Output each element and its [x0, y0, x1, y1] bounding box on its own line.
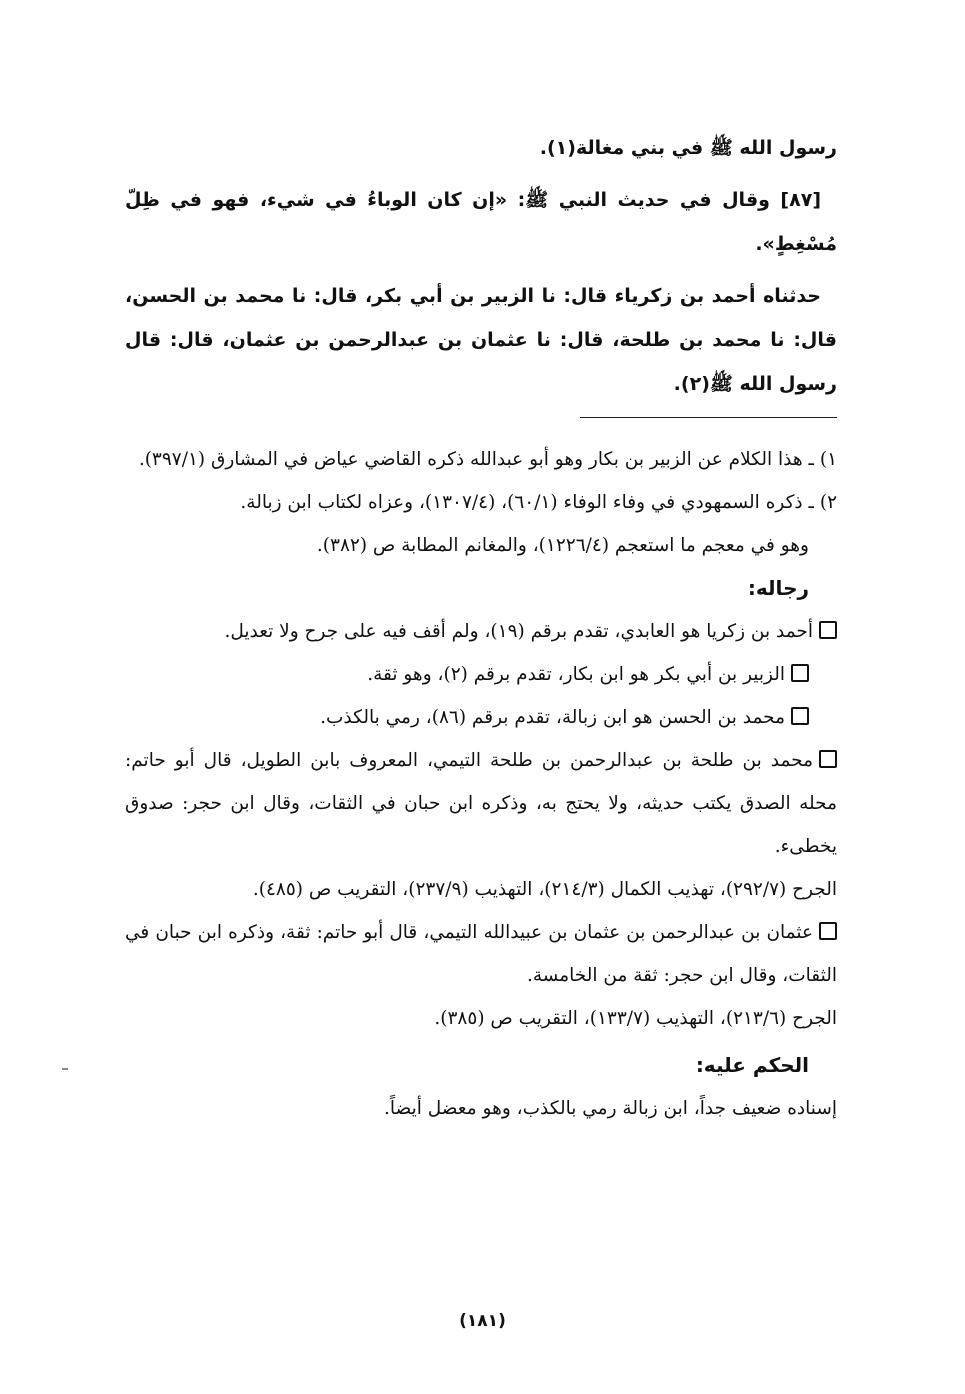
page-number: (١٨١) [459, 1311, 506, 1331]
rijal-entry [125, 911, 837, 997]
checkbox-bullet-icon [819, 922, 837, 940]
rijal-entry [125, 610, 837, 653]
rijal-entry-references: الجرح (٢١٣/٦)، التهذيب (١٣٣/٧)، التقريب ص (٣٨٥). [434, 1008, 837, 1029]
main-line-1: رسول الله ﷺ في بني مغالة(١). [539, 137, 837, 159]
hukm-heading: الحكم عليه: [695, 1053, 809, 1077]
footnote-1-number: ١) ـ [808, 449, 837, 470]
checkbox-bullet-icon [791, 664, 809, 682]
hadith-intro: [٨٧] وقال في حديث النبي ﷺ: «إن كان الوباءُ في شيء، فهو في ظِلّ مُسْغِطٍ». [125, 189, 837, 255]
rijal-heading: رجاله: [747, 576, 809, 600]
rijal-entry [125, 653, 837, 696]
hukm-text: إسناده ضعيف جداً، ابن زبالة رمي بالكذب، وهو معضل أيضاً. [384, 1098, 837, 1119]
rijal-entry-text: الزبير بن أبي بكر هو ابن بكار، تقدم برقم (٢)، وهو ثقة. [367, 664, 785, 685]
footnote-1 [125, 438, 837, 481]
footnotes [125, 438, 837, 1130]
checkbox-bullet-icon [791, 707, 809, 725]
rijal-entry-text: عثمان بن عبدالرحمن بن عثمان بن عبيدالله التيمي، قال أبو حاتم: ثقة، وذكره ابن حبان في الثقات، وقال ابن حجر: ثقة من الخامسة. [125, 922, 837, 986]
rijal-entry-text: محمد بن طلحة بن عبدالرحمن بن طلحة التيمي، المعروف بابن الطويل، قال أبو حاتم: محله الصدق يكتب حديثه، ولا يحتج به، وذكره ابن حبان في الثقات، وقال ابن حجر: صدوق يخطىء. [125, 750, 837, 857]
rijal-entry-text: محمد بن الحسن هو ابن زبالة، تقدم برقم (٨٦)، رمي بالكذب. [320, 707, 785, 728]
checkbox-bullet-icon [819, 750, 837, 768]
isnad-paragraph: حدثناه أحمد بن زكرياء قال: نا الزبير بن أبي بكر، قال: نا محمد بن الحسن، قال: نا محمد بن طلحة، قال: نا عثمان بن عبدالرحمن بن عثمان، قال: قال رسول الله ﷺ(٢). [125, 285, 837, 395]
footnote-1-text: هذا الكلام عن الزبير بن بكار وهو أبو عبدالله ذكره القاضي عياض في المشارق (٣٩٧/١). [138, 449, 803, 470]
footnote-separator [580, 417, 837, 418]
footnote-2 [125, 481, 837, 524]
main-text [125, 126, 837, 406]
footnote-2-number: ٢) ـ [808, 492, 837, 513]
footnote-2-text: ذكره السمهودي في وفاء الوفاء (٦٠/١)، (١٣٠٧/٤)، وعزاه لكتاب ابن زبالة. [240, 492, 803, 513]
rijal-entry-references: الجرح (٢٩٢/٧)، تهذيب الكمال (٢١٤/٣)، التهذيب (٢٣٧/٩)، التقريب ص (٤٨٥). [252, 879, 837, 900]
footnote-2-continuation: وهو في معجم ما استعجم (١٢٢٦/٤)، والمغانم المطابة ص (٣٨٢). [316, 535, 809, 556]
rijal-entry [125, 739, 837, 868]
checkbox-bullet-icon [819, 621, 837, 639]
scan-speck [62, 1068, 68, 1070]
rijal-entry-text: أحمد بن زكريا هو العابدي، تقدم برقم (١٩)، ولم أقف فيه على جرح ولا تعديل. [224, 621, 813, 642]
rijal-entry [125, 696, 837, 739]
